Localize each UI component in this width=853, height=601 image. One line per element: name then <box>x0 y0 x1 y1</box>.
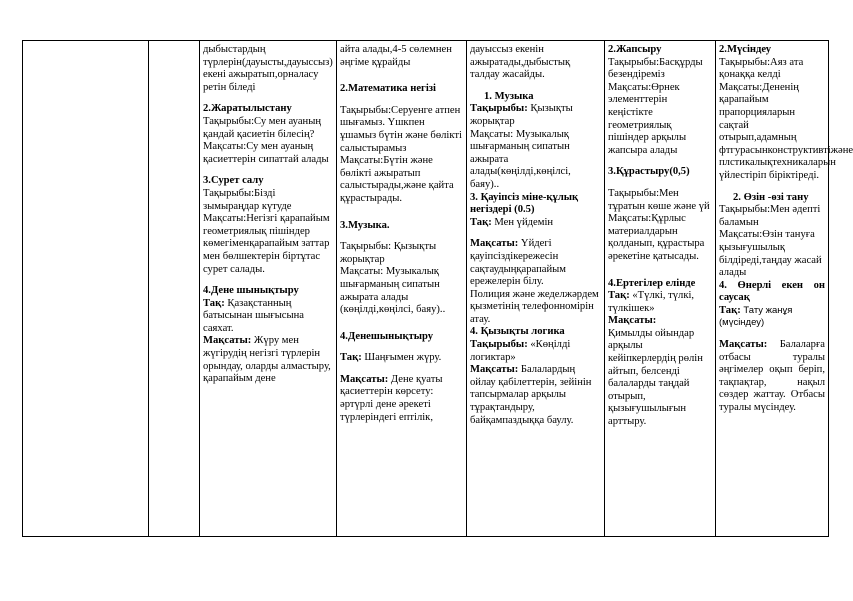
column-border <box>466 40 467 537</box>
paragraph-spacer <box>340 365 462 374</box>
text-paragraph <box>470 129 600 192</box>
table-top-border <box>22 40 829 41</box>
section-heading <box>470 91 600 104</box>
field-label: Тақ: <box>719 304 741 316</box>
section-heading <box>719 280 825 305</box>
paragraph-spacer <box>203 276 332 285</box>
paragraph-spacer <box>203 94 332 103</box>
field-text: дыбыстардың түрлерін(дауысты,дауыссыз) екені ажыратып,орналасу ретін біледі <box>203 44 333 93</box>
field-text: 3.Құрастыру(0,5) <box>608 166 690 178</box>
text-paragraph <box>340 105 462 155</box>
field-text: 2. Өзін -өзі тану <box>733 191 809 203</box>
field-text: Тақырыбы:Су мен ауаның қандай қасиетін білесің? <box>203 115 321 140</box>
field-label: Мақсаты: <box>470 364 519 376</box>
section-heading <box>608 278 711 291</box>
field-text: 2.Математика негізі <box>340 83 436 95</box>
paragraph-spacer <box>340 69 462 83</box>
field-text: 3.Сурет салу <box>203 175 264 187</box>
field-text: 1. Музыка <box>484 90 534 102</box>
section-heading <box>340 83 462 96</box>
text-paragraph <box>719 81 853 183</box>
paragraph-spacer <box>203 166 332 175</box>
paragraph-spacer <box>340 96 462 105</box>
field-label: Тақырыбы: <box>470 339 528 351</box>
section-heading <box>608 315 711 328</box>
column-border <box>604 40 605 537</box>
field-text: Дене қуаты қасиеттерін көрсету: әртүрлі дене әрекеті түрлеріндегі ептілік, <box>340 373 443 423</box>
paragraph-spacer <box>608 264 711 278</box>
field-text: (мүсіндеу) <box>719 317 765 329</box>
schedule-table <box>22 40 853 537</box>
field-text: Тату жанұя <box>740 304 793 316</box>
field-text: Шаңғымен жүру. <box>361 352 442 364</box>
field-text: Мен үйдемін <box>491 216 554 228</box>
field-text: Тақырыбы:Басқұрды безендіреміз <box>608 56 703 81</box>
field-text: 2.Жапсыру <box>608 44 662 55</box>
column-border <box>22 40 23 537</box>
field-text: 3. Қауіпсіз міне-құлық негіздері (0.5) <box>470 191 579 216</box>
field-text: Жүру мен жүгірудің негізгі түрлерін орындау, оларды алмастыру, қарапайым дене <box>203 335 331 385</box>
text-paragraph <box>470 339 600 364</box>
text-paragraph <box>719 317 825 330</box>
table-bottom-border <box>22 536 829 537</box>
paragraph-spacer <box>340 317 462 331</box>
field-text: 2.Жаратылыстану <box>203 103 292 115</box>
field-text: Тақырыбы:Серуенге атпен шығамыз. Үшкпен ұшамыз бүтін және бөлікті салыстырамыз <box>340 104 462 154</box>
field-label: Тақырыбы: <box>470 103 528 115</box>
field-text: Мақсаты: Музыкалық шығарманың сипатын ажырата алады(көңілді,көңілсі, баяу).. <box>470 128 571 190</box>
field-text: Тақырыбы:Бізді зымыраңдар күтуде <box>203 187 292 212</box>
column-border <box>199 40 200 537</box>
text-paragraph <box>340 374 462 424</box>
section-heading <box>203 175 332 188</box>
field-text: 4.Денешынықтыру <box>340 330 434 342</box>
field-text: Мақсаты:Дененің қарапайым прапорцияларын сақтай отырып,адамның фтгурасынконструктивтіжәне плстикалықтехникаларын үйлестіріп біріктіреді. <box>719 81 853 181</box>
section-heading <box>203 285 332 298</box>
text-paragraph <box>340 241 462 266</box>
paragraph-spacer <box>608 157 711 166</box>
field-label: Тақ: <box>608 290 630 302</box>
field-text: Мақсаты:Бүтін және бөлікті ажыратып салыстырады,және қайта құрастырады. <box>340 155 454 204</box>
column-5-cell <box>470 44 600 534</box>
paragraph-spacer <box>719 183 825 192</box>
field-text: 3.Музыка. <box>340 219 390 231</box>
column-border <box>715 40 716 537</box>
text-paragraph <box>470 238 600 288</box>
field-text: Балалардың ойлау қабілеттерін, зейінін тапсырмалар арқылы тұрақтандыру, байқампаздыққа баулу. <box>470 364 592 426</box>
field-label: Тақ: <box>470 216 492 228</box>
field-text: Тақырыбы: Қызықты жорықтар <box>340 241 437 265</box>
field-text: Полиция және жеделжәрдем қызметінің телефонномірін атау. <box>470 288 599 325</box>
text-paragraph <box>608 188 711 213</box>
text-paragraph <box>470 217 600 230</box>
text-paragraph <box>719 204 825 229</box>
paragraph-spacer <box>470 82 600 91</box>
text-paragraph <box>719 305 825 318</box>
section-heading <box>719 44 825 57</box>
field-text: Мақсаты:Негізгі қарапайым геометриялық пішіндер көмегіменқарапайым заттар мен бөлшектерін біртұтас сурет салады. <box>203 213 330 275</box>
paragraph-spacer <box>719 330 825 339</box>
field-text: Қызықты жорықтар <box>470 103 573 127</box>
field-text: «Көңілді логиктар» <box>470 339 571 363</box>
column-3-cell <box>203 44 332 534</box>
text-paragraph <box>608 328 711 429</box>
text-paragraph <box>340 44 462 69</box>
field-text: Мақсаты: <box>608 315 657 327</box>
section-heading <box>470 192 600 217</box>
field-text: Тақырыбы:Аяз ата қонаққа келді <box>719 56 804 81</box>
text-paragraph <box>719 57 825 82</box>
field-text: 4.Дене шынықтыру <box>203 285 299 297</box>
text-paragraph <box>203 213 332 276</box>
text-paragraph <box>719 229 825 279</box>
paragraph-spacer <box>340 206 462 220</box>
field-text: Қимылды ойындар арқылы кейіпкерлердің рөлін айтып, белсенді балаларды таңдай отырып, қызығушылығын арттыру. <box>608 327 703 428</box>
field-label: Мақсаты: <box>340 373 389 385</box>
text-paragraph <box>470 364 600 427</box>
section-heading <box>470 326 600 339</box>
field-text: дауыссыз екенін ажыратады,дыбыстық талдау жасайды. <box>470 44 571 81</box>
field-label: Тақ: <box>340 352 362 364</box>
paragraph-spacer <box>340 343 462 352</box>
text-paragraph <box>608 82 711 158</box>
column-4-cell <box>340 44 462 534</box>
section-heading <box>340 331 462 344</box>
field-text: Тақырыбы:Мен әдепті баламын <box>719 204 821 228</box>
field-text: Мақсаты:Өзін тануға қызығушылық білдіреді,таңдау жасай алады <box>719 229 822 279</box>
text-paragraph <box>340 155 462 205</box>
field-text: 4.Ертегілер елінде <box>608 277 696 289</box>
text-paragraph <box>203 335 332 385</box>
column-6-cell <box>608 44 711 534</box>
field-label: Тақ: <box>203 297 225 309</box>
text-paragraph <box>470 289 600 327</box>
field-text: айта алады,4-5 сөлемнен әңгіме құрайды <box>340 44 452 68</box>
section-heading <box>608 166 711 179</box>
text-paragraph <box>203 298 332 336</box>
column-border <box>336 40 337 537</box>
text-paragraph <box>203 188 332 213</box>
field-text: «Түлкі, түлкі, түлкішек» <box>608 290 695 314</box>
text-paragraph <box>470 103 600 128</box>
text-paragraph <box>470 44 600 82</box>
section-heading <box>203 103 332 116</box>
text-paragraph <box>608 57 711 82</box>
field-label: Мақсаты: <box>470 238 519 250</box>
field-text: Қазақстанның батысынан шығысына саяхат. <box>203 297 305 334</box>
field-text: 4. Өнерлі екен он саусақ <box>719 279 825 304</box>
paragraph-spacer <box>470 229 600 238</box>
text-paragraph <box>203 44 332 94</box>
text-paragraph <box>203 141 332 166</box>
section-heading <box>719 192 825 205</box>
text-paragraph <box>719 339 825 415</box>
column-border <box>148 40 149 537</box>
field-label: Мақсаты: <box>719 339 768 351</box>
field-text: 4. Қызықты логика <box>470 326 565 338</box>
field-label: Мақсаты: <box>203 335 252 347</box>
paragraph-spacer <box>340 232 462 241</box>
field-text: Мақсаты:Су мен ауаның қасиеттерін сипаттай алады <box>203 141 329 165</box>
field-text: Балаларға отбасы туралы әңгімелер оқып беріп, тақпақтар, нақыл сөздер жаттау. Отбасы туралы мүсіндеу. <box>719 339 825 414</box>
column-7-cell <box>719 44 853 534</box>
section-heading <box>340 220 462 233</box>
section-heading <box>608 44 711 57</box>
field-text: Мақсаты: Музыкалық шығарманың сипатын ажырата алады (көңілді,көңілсі, баяу).. <box>340 266 446 316</box>
text-paragraph <box>340 352 462 365</box>
field-text: Мақсаты:Құрлыс материалдарын қолданып, құрастыра әрекетіне қатысады. <box>608 213 705 262</box>
field-text: 2.Мүсіндеу <box>719 44 772 55</box>
text-paragraph <box>608 290 711 315</box>
text-paragraph <box>340 266 462 316</box>
field-text: Үйдегі қауіпсіздікережесін сақтаудыңқарапайым ережелерін білу. <box>470 238 566 288</box>
paragraph-spacer <box>608 179 711 188</box>
text-paragraph <box>203 116 332 141</box>
column-border <box>828 40 829 537</box>
text-paragraph <box>608 213 711 263</box>
field-text: Мақсаты:Өрнек элементтерін кеңістікте геометриялық пішіндер арқылы жапсыра алады <box>608 81 687 156</box>
field-text: Тақырыбы:Мен тұратын көше және үй <box>608 187 710 212</box>
